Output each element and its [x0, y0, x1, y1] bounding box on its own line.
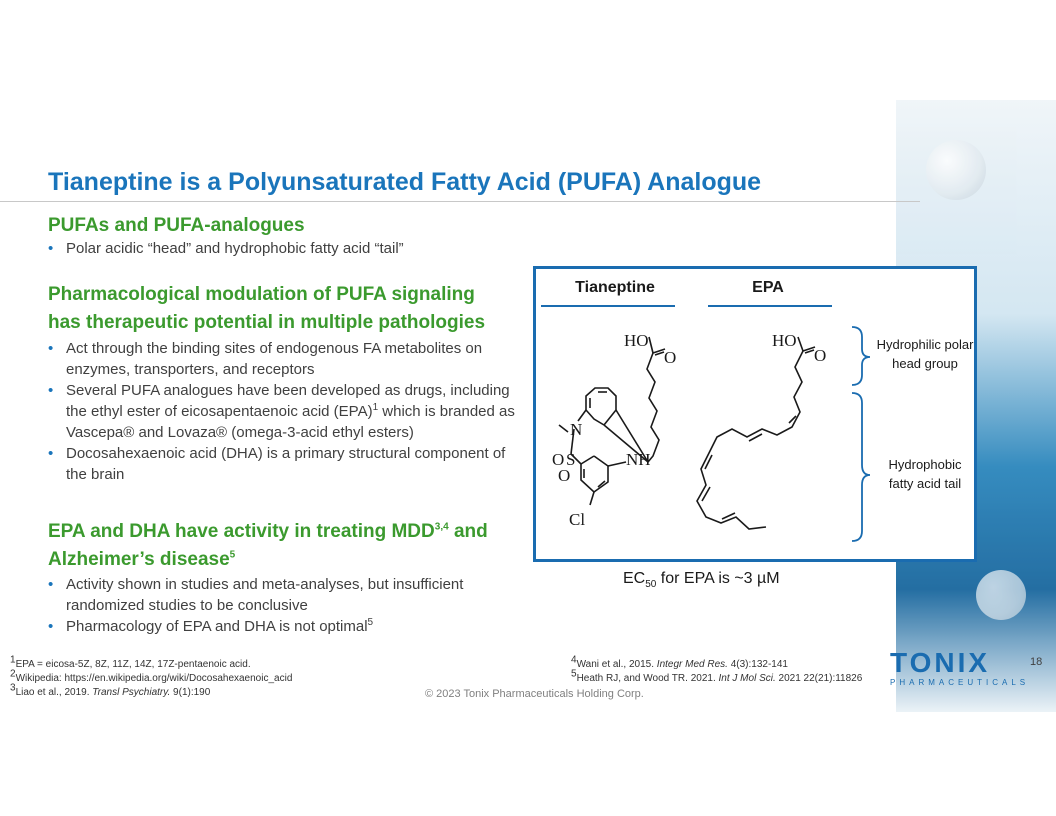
section-bullets-epa-dha — [48, 574, 528, 637]
footnote-tail: 9(1):190 — [170, 687, 211, 698]
tonix-logo — [890, 648, 1029, 687]
structure-figure-panel — [533, 266, 977, 562]
bullet-item: • Docosahexaenoic acid (DHA) is a primary structural component of the brain — [48, 443, 528, 485]
footnote — [10, 668, 293, 686]
brace-label-line: head group — [892, 356, 958, 371]
tianeptine-o: O — [664, 348, 677, 367]
footnote-text: Wani et al., 2015. — [576, 659, 657, 670]
section-heading-modulation — [48, 281, 485, 337]
footnote-num: 5 — [571, 668, 577, 680]
brace-label-line: fatty acid tail — [888, 476, 962, 491]
tianeptine-o-left: O — [552, 450, 565, 469]
brace-label-head — [871, 335, 979, 373]
brace-icons — [852, 327, 870, 541]
footnote-text: Wikipedia: https://en.wikipedia.org/wiki/Docosahexaenoic_acid — [15, 673, 293, 684]
footnote — [10, 682, 292, 700]
tianeptine-ho: HO — [624, 331, 649, 350]
brace-label-line: Hydrophilic polar — [876, 337, 974, 352]
bullet-item: • Activity shown in studies and meta-analyses, but insufficient randomized studies to be conclusive — [48, 574, 528, 616]
tianeptine-s: S — [566, 450, 576, 469]
logo-subtitle: PHARMACEUTICALS — [890, 678, 1030, 687]
footnote-text: EPA = eicosa-5Z, 8Z, 11Z, 14Z, 17Z-pentaenoic acid. — [15, 659, 251, 670]
heading-line: Pharmacological modulation of PUFA signaling — [48, 284, 475, 305]
tianeptine-cl: Cl — [569, 510, 586, 529]
slide-title: Tianeptine is a Polyunsaturated Fatty Acid (PUFA) Analogue — [48, 168, 762, 196]
bullet-text: Several PUFA analogues have been developed as drugs, including the ethyl ester of eicosapentaenoic acid (EPA) — [66, 382, 510, 420]
footnote — [10, 654, 292, 672]
tianeptine-o-bottom: O — [558, 466, 571, 485]
tianeptine-n: N — [570, 420, 583, 439]
footnotes-right — [571, 654, 863, 686]
footnote-num: 1 — [10, 654, 16, 666]
tianeptine-nh: NH — [626, 450, 651, 469]
epa-structure — [695, 337, 815, 529]
ec50-sub: 50 — [645, 579, 657, 591]
bullet-item — [48, 380, 528, 443]
footnote-ref: 5 — [367, 617, 374, 628]
brace-label-line: Hydrophobic — [888, 457, 962, 472]
footnote-ref: 3,4 — [434, 521, 449, 533]
heading-text: EPA and DHA have activity in treating MDD — [48, 521, 435, 542]
footnote-journal: Integr Med Res. — [656, 659, 728, 670]
bullet-item: • Polar acidic “head” and hydrophobic fatty acid “tail” — [48, 238, 528, 259]
section-bullets-pufa — [48, 238, 528, 259]
epa-ho: HO — [772, 331, 797, 350]
footnote-num: 2 — [10, 668, 16, 680]
footnote — [571, 654, 862, 672]
footnote-journal: Int J Mol Sci. — [718, 673, 776, 684]
slide — [0, 100, 1056, 712]
brace-label-tail — [871, 455, 979, 493]
footnote-num: 4 — [571, 654, 577, 666]
title-divider — [0, 201, 920, 202]
heading-line: has therapeutic potential in multiple pathologies — [48, 312, 486, 333]
section-bullets-modulation — [48, 338, 528, 485]
footnote-tail: 4(3):132-141 — [727, 659, 788, 670]
epa-o: O — [814, 346, 827, 365]
bullet-text: which is branded as Vascepa® and Lovaza® (omega-3-acid ethyl esters) — [66, 403, 515, 441]
page-number: 18 — [1030, 656, 1043, 668]
copyright: © 2023 Tonix Pharmaceuticals Holding Corp. — [425, 688, 644, 700]
footnote-tail: 2021 22(21):11826 — [775, 673, 863, 684]
heading-text: Alzheimer’s disease — [48, 549, 230, 570]
footnote-text: Liao et al., 2019. — [15, 687, 93, 698]
logo-wordmark: TONIX — [890, 647, 991, 678]
heading-text: and — [448, 521, 488, 542]
ec50-suffix: for EPA is ~3 µM — [656, 570, 780, 587]
epa-label: EPA — [752, 279, 784, 296]
footnote-journal: Transl Psychiatry. — [92, 687, 171, 698]
tianeptine-label: Tianeptine — [575, 279, 655, 296]
section-heading-pufa: PUFAs and PUFA-analogues — [48, 215, 305, 236]
footnote — [571, 668, 863, 686]
ec50-prefix: EC — [623, 570, 646, 587]
heading-line — [48, 518, 488, 546]
bullet-item — [48, 616, 528, 637]
bullet-text: Pharmacology of EPA and DHA is not optimal — [66, 618, 368, 635]
footnote-text: Heath RJ, and Wood TR. 2021. — [576, 673, 719, 684]
footnote-ref: 5 — [229, 549, 236, 561]
footnote-ref: 1 — [372, 402, 379, 413]
bullet-item: • Act through the binding sites of endogenous FA metabolites on enzymes, transporters, and receptors — [48, 338, 528, 380]
footnote-num: 3 — [10, 682, 16, 694]
section-heading-epa-dha — [48, 518, 488, 574]
ec50-caption — [623, 570, 780, 591]
footnotes-left — [10, 654, 293, 700]
structure-drawing — [536, 269, 974, 559]
heading-line — [48, 546, 488, 574]
